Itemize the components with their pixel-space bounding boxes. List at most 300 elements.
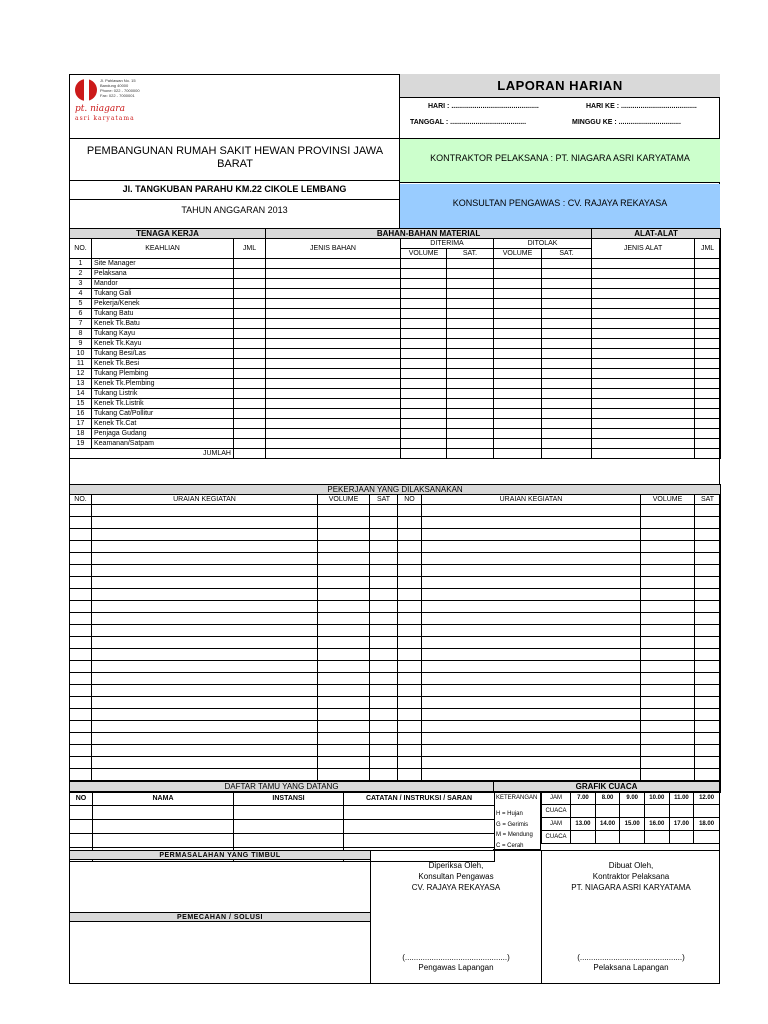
work-cell[interactable] xyxy=(70,757,92,769)
worker-cell[interactable] xyxy=(695,389,721,399)
work-cell[interactable] xyxy=(398,577,422,589)
worker-cell[interactable] xyxy=(401,329,447,339)
work-cell[interactable] xyxy=(695,553,721,565)
worker-cell[interactable] xyxy=(542,289,592,299)
worker-cell[interactable] xyxy=(542,329,592,339)
worker-cell[interactable] xyxy=(494,379,542,389)
work-cell[interactable] xyxy=(318,541,370,553)
worker-cell[interactable] xyxy=(542,279,592,289)
worker-cell[interactable] xyxy=(592,329,695,339)
work-cell[interactable] xyxy=(318,757,370,769)
work-cell[interactable] xyxy=(92,577,318,589)
worker-cell[interactable] xyxy=(542,439,592,449)
work-cell[interactable] xyxy=(641,745,695,757)
weather-cell[interactable] xyxy=(620,805,645,818)
worker-cell[interactable] xyxy=(592,359,695,369)
work-row[interactable] xyxy=(70,709,721,721)
work-cell[interactable] xyxy=(422,721,641,733)
work-cell[interactable] xyxy=(318,601,370,613)
worker-cell[interactable] xyxy=(266,379,401,389)
worker-cell[interactable] xyxy=(266,359,401,369)
worker-cell[interactable] xyxy=(401,389,447,399)
weather-cell[interactable] xyxy=(669,831,694,844)
work-cell[interactable] xyxy=(422,625,641,637)
work-cell[interactable] xyxy=(398,625,422,637)
work-cell[interactable] xyxy=(422,769,641,781)
worker-cell[interactable] xyxy=(494,339,542,349)
work-row[interactable] xyxy=(70,541,721,553)
worker-cell[interactable] xyxy=(447,339,494,349)
worker-cell[interactable] xyxy=(401,299,447,309)
work-row[interactable] xyxy=(70,577,721,589)
worker-cell[interactable] xyxy=(494,429,542,439)
worker-cell[interactable] xyxy=(447,399,494,409)
work-cell[interactable] xyxy=(370,649,398,661)
work-cell[interactable] xyxy=(422,541,641,553)
work-cell[interactable] xyxy=(70,589,92,601)
worker-cell[interactable] xyxy=(234,439,266,449)
worker-cell[interactable] xyxy=(447,419,494,429)
work-row[interactable] xyxy=(70,685,721,697)
work-row[interactable] xyxy=(70,661,721,673)
work-cell[interactable] xyxy=(641,769,695,781)
work-cell[interactable] xyxy=(318,745,370,757)
worker-cell[interactable] xyxy=(695,359,721,369)
worker-cell[interactable] xyxy=(266,329,401,339)
work-cell[interactable] xyxy=(398,529,422,541)
work-cell[interactable] xyxy=(92,625,318,637)
work-cell[interactable] xyxy=(398,745,422,757)
weather-cell[interactable] xyxy=(571,831,596,844)
worker-cell[interactable] xyxy=(695,379,721,389)
worker-cell[interactable] xyxy=(401,359,447,369)
work-cell[interactable] xyxy=(422,649,641,661)
work-cell[interactable] xyxy=(641,553,695,565)
work-cell[interactable] xyxy=(370,541,398,553)
worker-cell[interactable] xyxy=(401,309,447,319)
work-cell[interactable] xyxy=(70,661,92,673)
work-cell[interactable] xyxy=(92,505,318,517)
worker-cell[interactable] xyxy=(494,389,542,399)
work-cell[interactable] xyxy=(695,709,721,721)
worker-cell[interactable] xyxy=(592,269,695,279)
worker-cell[interactable] xyxy=(234,399,266,409)
work-cell[interactable] xyxy=(398,673,422,685)
work-row[interactable] xyxy=(70,517,721,529)
work-cell[interactable] xyxy=(422,613,641,625)
work-cell[interactable] xyxy=(370,517,398,529)
worker-cell[interactable] xyxy=(695,429,721,439)
worker-cell[interactable] xyxy=(401,399,447,409)
worker-cell[interactable] xyxy=(695,419,721,429)
work-cell[interactable] xyxy=(370,625,398,637)
work-cell[interactable] xyxy=(370,589,398,601)
work-cell[interactable] xyxy=(695,517,721,529)
work-cell[interactable] xyxy=(641,685,695,697)
worker-cell[interactable] xyxy=(447,319,494,329)
work-cell[interactable] xyxy=(695,529,721,541)
work-cell[interactable] xyxy=(370,601,398,613)
worker-cell[interactable] xyxy=(266,279,401,289)
work-cell[interactable] xyxy=(70,601,92,613)
work-cell[interactable] xyxy=(318,589,370,601)
worker-cell[interactable] xyxy=(494,259,542,269)
worker-cell[interactable] xyxy=(401,349,447,359)
work-cell[interactable] xyxy=(92,733,318,745)
work-cell[interactable] xyxy=(318,661,370,673)
work-cell[interactable] xyxy=(70,673,92,685)
worker-cell[interactable] xyxy=(234,369,266,379)
work-cell[interactable] xyxy=(92,769,318,781)
work-cell[interactable] xyxy=(641,577,695,589)
worker-cell[interactable] xyxy=(695,309,721,319)
work-cell[interactable] xyxy=(318,565,370,577)
work-cell[interactable] xyxy=(70,697,92,709)
worker-cell[interactable] xyxy=(695,269,721,279)
work-cell[interactable] xyxy=(422,757,641,769)
work-cell[interactable] xyxy=(641,721,695,733)
work-cell[interactable] xyxy=(92,553,318,565)
worker-cell[interactable] xyxy=(447,359,494,369)
work-cell[interactable] xyxy=(370,505,398,517)
work-cell[interactable] xyxy=(398,553,422,565)
work-cell[interactable] xyxy=(92,745,318,757)
work-cell[interactable] xyxy=(318,769,370,781)
work-cell[interactable] xyxy=(70,625,92,637)
work-cell[interactable] xyxy=(92,757,318,769)
work-cell[interactable] xyxy=(641,529,695,541)
work-row[interactable] xyxy=(70,637,721,649)
worker-cell[interactable] xyxy=(266,439,401,449)
worker-cell[interactable] xyxy=(494,329,542,339)
permasalahan-area[interactable] xyxy=(70,861,370,911)
work-cell[interactable] xyxy=(318,721,370,733)
worker-cell[interactable] xyxy=(447,309,494,319)
worker-cell[interactable] xyxy=(266,289,401,299)
worker-cell[interactable] xyxy=(542,319,592,329)
work-cell[interactable] xyxy=(370,673,398,685)
work-cell[interactable] xyxy=(318,517,370,529)
worker-cell[interactable] xyxy=(592,279,695,289)
guest-row[interactable] xyxy=(70,834,93,848)
work-cell[interactable] xyxy=(92,685,318,697)
worker-cell[interactable] xyxy=(266,429,401,439)
worker-cell[interactable] xyxy=(592,419,695,429)
work-cell[interactable] xyxy=(70,529,92,541)
weather-cell[interactable] xyxy=(644,805,669,818)
work-cell[interactable] xyxy=(92,697,318,709)
work-cell[interactable] xyxy=(370,553,398,565)
worker-cell[interactable] xyxy=(494,399,542,409)
worker-cell[interactable] xyxy=(494,269,542,279)
worker-cell[interactable] xyxy=(695,319,721,329)
worker-cell[interactable] xyxy=(695,339,721,349)
weather-cell[interactable] xyxy=(669,805,694,818)
work-cell[interactable] xyxy=(695,649,721,661)
worker-cell[interactable] xyxy=(401,439,447,449)
worker-cell[interactable] xyxy=(266,269,401,279)
work-cell[interactable] xyxy=(398,769,422,781)
work-cell[interactable] xyxy=(370,565,398,577)
worker-cell[interactable] xyxy=(542,259,592,269)
work-cell[interactable] xyxy=(695,757,721,769)
worker-cell[interactable] xyxy=(447,299,494,309)
work-cell[interactable] xyxy=(70,733,92,745)
worker-cell[interactable] xyxy=(542,419,592,429)
work-cell[interactable] xyxy=(318,505,370,517)
work-cell[interactable] xyxy=(422,565,641,577)
worker-cell[interactable] xyxy=(494,409,542,419)
weather-cell[interactable] xyxy=(694,805,720,818)
weather-cell[interactable] xyxy=(644,831,669,844)
work-cell[interactable] xyxy=(70,745,92,757)
worker-cell[interactable] xyxy=(494,349,542,359)
worker-cell[interactable] xyxy=(234,319,266,329)
work-cell[interactable] xyxy=(70,565,92,577)
right-signature-line[interactable]: (..............................................) xyxy=(577,953,685,962)
work-cell[interactable] xyxy=(641,589,695,601)
work-cell[interactable] xyxy=(695,541,721,553)
work-row[interactable] xyxy=(70,529,721,541)
worker-cell[interactable] xyxy=(592,389,695,399)
worker-cell[interactable] xyxy=(592,309,695,319)
work-row[interactable] xyxy=(70,721,721,733)
worker-cell[interactable] xyxy=(401,269,447,279)
left-signature-line[interactable]: (..............................................) xyxy=(402,953,510,962)
work-cell[interactable] xyxy=(70,709,92,721)
weather-cell[interactable] xyxy=(595,805,620,818)
worker-cell[interactable] xyxy=(447,369,494,379)
hari-ke-field[interactable]: HARI KE : ....................................... xyxy=(586,103,697,110)
worker-cell[interactable] xyxy=(401,429,447,439)
worker-cell[interactable] xyxy=(234,329,266,339)
worker-cell[interactable] xyxy=(401,379,447,389)
work-cell[interactable] xyxy=(318,577,370,589)
worker-cell[interactable] xyxy=(494,359,542,369)
work-cell[interactable] xyxy=(695,673,721,685)
work-cell[interactable] xyxy=(422,673,641,685)
work-cell[interactable] xyxy=(695,769,721,781)
work-cell[interactable] xyxy=(370,529,398,541)
work-cell[interactable] xyxy=(641,517,695,529)
work-cell[interactable] xyxy=(318,553,370,565)
work-cell[interactable] xyxy=(398,709,422,721)
worker-cell[interactable] xyxy=(494,309,542,319)
work-cell[interactable] xyxy=(370,697,398,709)
work-cell[interactable] xyxy=(422,745,641,757)
worker-cell[interactable] xyxy=(494,369,542,379)
work-cell[interactable] xyxy=(695,589,721,601)
weather-cell[interactable] xyxy=(595,831,620,844)
work-cell[interactable] xyxy=(70,721,92,733)
work-cell[interactable] xyxy=(92,517,318,529)
work-cell[interactable] xyxy=(92,613,318,625)
worker-cell[interactable] xyxy=(266,369,401,379)
worker-cell[interactable] xyxy=(234,259,266,269)
work-cell[interactable] xyxy=(641,505,695,517)
work-cell[interactable] xyxy=(422,601,641,613)
worker-cell[interactable] xyxy=(234,279,266,289)
work-cell[interactable] xyxy=(398,541,422,553)
work-cell[interactable] xyxy=(398,613,422,625)
worker-cell[interactable] xyxy=(447,409,494,419)
worker-cell[interactable] xyxy=(234,409,266,419)
work-cell[interactable] xyxy=(641,733,695,745)
work-cell[interactable] xyxy=(695,601,721,613)
worker-cell[interactable] xyxy=(592,259,695,269)
work-cell[interactable] xyxy=(318,625,370,637)
worker-cell[interactable] xyxy=(234,429,266,439)
work-cell[interactable] xyxy=(318,685,370,697)
worker-cell[interactable] xyxy=(447,439,494,449)
work-cell[interactable] xyxy=(318,697,370,709)
work-row[interactable] xyxy=(70,649,721,661)
work-cell[interactable] xyxy=(641,541,695,553)
worker-cell[interactable] xyxy=(401,419,447,429)
worker-cell[interactable] xyxy=(695,369,721,379)
work-cell[interactable] xyxy=(92,637,318,649)
work-cell[interactable] xyxy=(422,685,641,697)
worker-cell[interactable] xyxy=(592,409,695,419)
pemecahan-area[interactable] xyxy=(70,922,370,982)
work-cell[interactable] xyxy=(370,733,398,745)
work-row[interactable] xyxy=(70,601,721,613)
work-row[interactable] xyxy=(70,553,721,565)
work-row[interactable] xyxy=(70,769,721,781)
worker-cell[interactable] xyxy=(234,359,266,369)
worker-cell[interactable] xyxy=(695,409,721,419)
worker-cell[interactable] xyxy=(266,319,401,329)
work-cell[interactable] xyxy=(370,685,398,697)
worker-cell[interactable] xyxy=(234,389,266,399)
worker-cell[interactable] xyxy=(234,299,266,309)
worker-cell[interactable] xyxy=(401,369,447,379)
work-cell[interactable] xyxy=(422,709,641,721)
work-row[interactable] xyxy=(70,589,721,601)
work-cell[interactable] xyxy=(318,673,370,685)
work-cell[interactable] xyxy=(695,637,721,649)
worker-cell[interactable] xyxy=(494,299,542,309)
work-cell[interactable] xyxy=(398,733,422,745)
worker-cell[interactable] xyxy=(266,389,401,399)
work-cell[interactable] xyxy=(370,709,398,721)
work-cell[interactable] xyxy=(370,757,398,769)
guest-row[interactable] xyxy=(70,820,93,834)
worker-cell[interactable] xyxy=(592,299,695,309)
work-cell[interactable] xyxy=(70,769,92,781)
worker-cell[interactable] xyxy=(234,269,266,279)
work-cell[interactable] xyxy=(92,721,318,733)
work-cell[interactable] xyxy=(422,661,641,673)
worker-cell[interactable] xyxy=(592,349,695,359)
work-cell[interactable] xyxy=(398,505,422,517)
worker-cell[interactable] xyxy=(494,279,542,289)
work-cell[interactable] xyxy=(422,505,641,517)
work-cell[interactable] xyxy=(695,565,721,577)
worker-cell[interactable] xyxy=(542,379,592,389)
worker-cell[interactable] xyxy=(592,319,695,329)
work-cell[interactable] xyxy=(695,661,721,673)
worker-cell[interactable] xyxy=(401,289,447,299)
work-cell[interactable] xyxy=(641,697,695,709)
worker-cell[interactable] xyxy=(695,289,721,299)
work-cell[interactable] xyxy=(70,613,92,625)
worker-cell[interactable] xyxy=(494,419,542,429)
work-cell[interactable] xyxy=(318,613,370,625)
work-cell[interactable] xyxy=(398,649,422,661)
work-cell[interactable] xyxy=(398,721,422,733)
guest-row[interactable] xyxy=(70,806,93,820)
work-row[interactable] xyxy=(70,625,721,637)
worker-cell[interactable] xyxy=(447,289,494,299)
work-row[interactable] xyxy=(70,745,721,757)
worker-cell[interactable] xyxy=(447,429,494,439)
worker-cell[interactable] xyxy=(494,439,542,449)
worker-cell[interactable] xyxy=(266,259,401,269)
worker-cell[interactable] xyxy=(592,429,695,439)
worker-cell[interactable] xyxy=(234,419,266,429)
work-cell[interactable] xyxy=(398,757,422,769)
work-cell[interactable] xyxy=(70,685,92,697)
work-cell[interactable] xyxy=(70,505,92,517)
work-cell[interactable] xyxy=(92,709,318,721)
work-cell[interactable] xyxy=(641,661,695,673)
work-cell[interactable] xyxy=(70,649,92,661)
worker-cell[interactable] xyxy=(447,279,494,289)
worker-cell[interactable] xyxy=(266,349,401,359)
work-cell[interactable] xyxy=(398,517,422,529)
worker-cell[interactable] xyxy=(542,429,592,439)
work-cell[interactable] xyxy=(398,661,422,673)
work-cell[interactable] xyxy=(370,769,398,781)
work-cell[interactable] xyxy=(70,553,92,565)
worker-cell[interactable] xyxy=(592,339,695,349)
worker-cell[interactable] xyxy=(266,409,401,419)
minggu-ke-field[interactable]: MINGGU KE : ................................ xyxy=(572,119,681,126)
work-cell[interactable] xyxy=(398,685,422,697)
worker-cell[interactable] xyxy=(266,309,401,319)
worker-cell[interactable] xyxy=(447,379,494,389)
worker-cell[interactable] xyxy=(542,299,592,309)
work-cell[interactable] xyxy=(422,577,641,589)
worker-cell[interactable] xyxy=(234,289,266,299)
worker-cell[interactable] xyxy=(401,339,447,349)
weather-cell[interactable] xyxy=(694,831,720,844)
worker-cell[interactable] xyxy=(266,299,401,309)
work-cell[interactable] xyxy=(398,589,422,601)
worker-cell[interactable] xyxy=(542,309,592,319)
worker-cell[interactable] xyxy=(401,259,447,269)
worker-cell[interactable] xyxy=(401,409,447,419)
work-cell[interactable] xyxy=(92,541,318,553)
worker-cell[interactable] xyxy=(542,409,592,419)
work-cell[interactable] xyxy=(398,697,422,709)
worker-cell[interactable] xyxy=(447,259,494,269)
worker-cell[interactable] xyxy=(542,269,592,279)
work-row[interactable] xyxy=(70,565,721,577)
worker-cell[interactable] xyxy=(695,299,721,309)
work-cell[interactable] xyxy=(70,577,92,589)
worker-cell[interactable] xyxy=(234,349,266,359)
work-cell[interactable] xyxy=(641,709,695,721)
worker-cell[interactable] xyxy=(695,329,721,339)
worker-cell[interactable] xyxy=(542,369,592,379)
worker-cell[interactable] xyxy=(447,269,494,279)
work-cell[interactable] xyxy=(370,745,398,757)
worker-cell[interactable] xyxy=(494,289,542,299)
work-cell[interactable] xyxy=(92,661,318,673)
worker-cell[interactable] xyxy=(447,349,494,359)
